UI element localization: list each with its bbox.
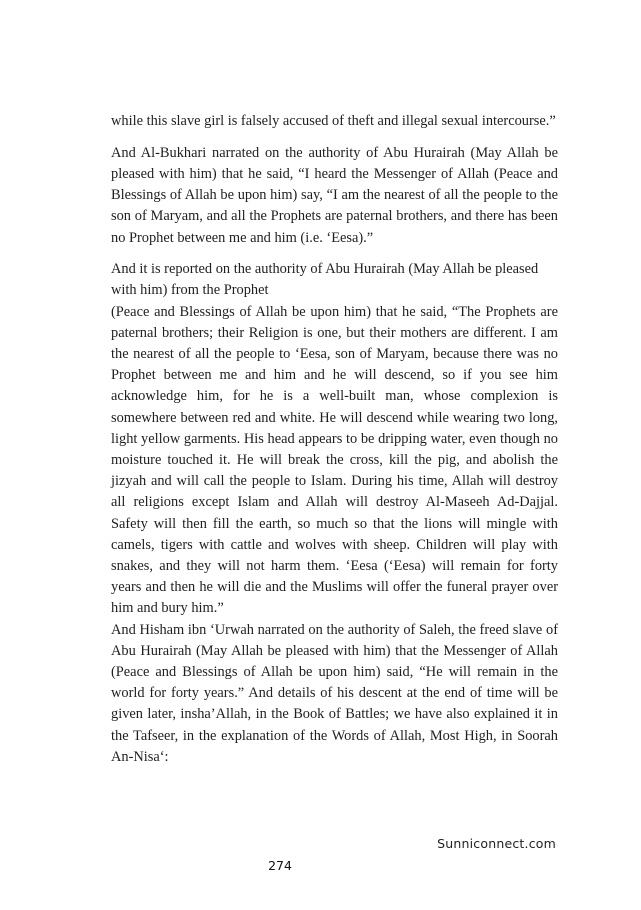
paragraph-3-hadith-text: (Peace and Blessings of Allah be upon him) that he said, “The Prophets are paternal brothers; their Religion is one, but their mothers are different. I am the nearest of all the people to ‘Eesa, son of Maryam, because there was no Prophet between me and him and he will descend, so if you see him acknowledge him, for he is a well-built man, whose complexion is somewhere between red and white. He will descend while wearing two long, light yellow garments. His head appears to be dripping water, even though no moisture touched it. He will break the cross, kill the pig, and abolish the jizyah and will call the people to Islam. During his time, Allah will destroy all religions except Islam and Allah will destroy Al-Maseeh Ad-Dajjal. Safety will then fill the earth, so much so that the lions will mingle with camels, tigers with cattle and wolves with sheep. Children will play with snakes, and they will not harm them. ‘Eesa (‘Eesa) will remain for forty years and then he will die and the Muslims will offer the funeral prayer over him and bury him.” bbox=[111, 303, 558, 617]
watermark-text: Sunniconnect.com bbox=[437, 836, 556, 851]
paragraph-3-opening: And it is reported on the authority of Abu Hurairah (May Allah be pleased with him) from the Prophet bbox=[111, 261, 539, 299]
paragraph-3-group bbox=[111, 259, 558, 619]
paragraph-1: while this slave girl is falsely accused of theft and illegal sexual intercourse.” bbox=[111, 113, 556, 129]
page-body bbox=[111, 111, 558, 768]
page-number: 274 bbox=[268, 858, 292, 873]
paragraph-2: And Al-Bukhari narrated on the authority of Abu Hurairah (May Allah be pleased with him) that he said, “I heard the Messenger of Allah (Peace and Blessings of Allah be upon him) say, “I am the nearest of all the people to the son of Maryam, and all the Prophets are paternal brothers, and there has been no Prophet between me and him (i.e. ‘Eesa).” bbox=[111, 144, 558, 246]
paragraph-4: And Hisham ibn ‘Urwah narrated on the authority of Saleh, the freed slave of Abu Hurairah (May Allah be pleased with him) that the Messenger of Allah (Peace and Blessings of Allah be upon him) said, “He will remain in the world for forty years.” And details of his descent at the end of time will be given later, insha’Allah, in the Book of Battles; we have also explained it in the Tafseer, in the explanation of the Words of Allah, Most High, in Soorah An-Nisa‘: bbox=[111, 621, 558, 765]
